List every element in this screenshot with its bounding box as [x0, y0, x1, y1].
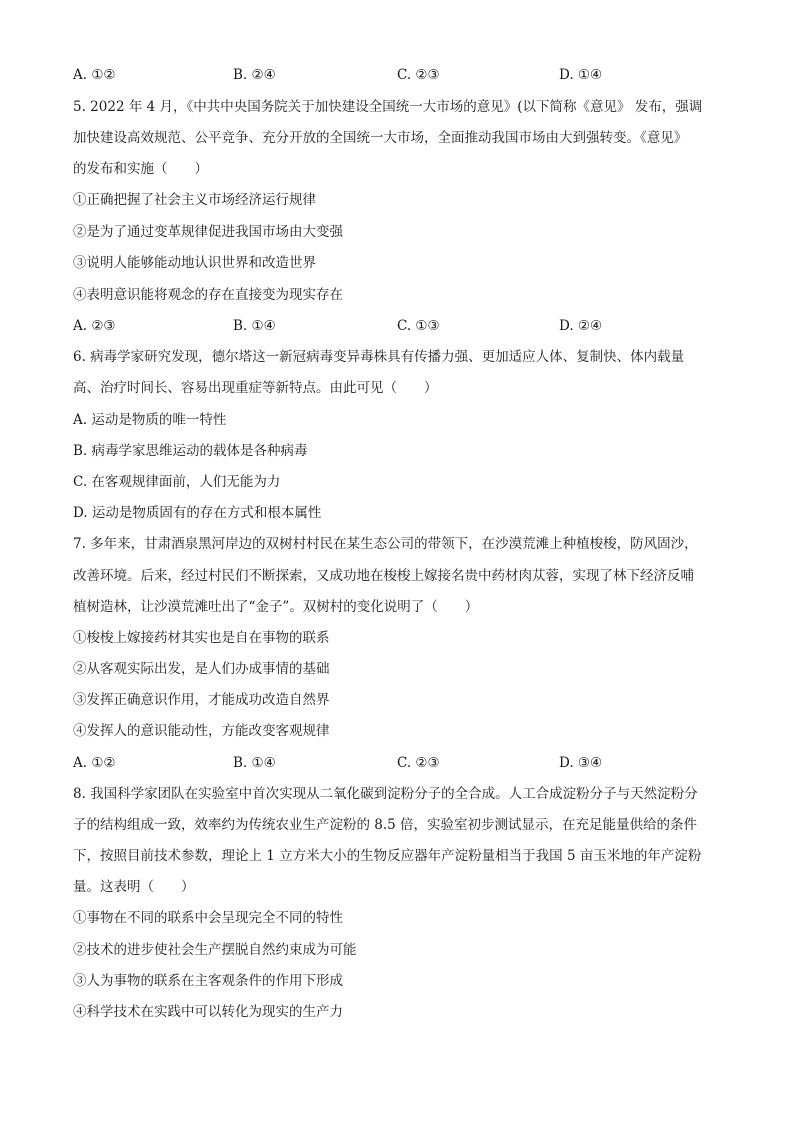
q6-option-d: D. 运动是物质固有的存在方式和根本属性 [73, 505, 322, 521]
q6-stem-line-1: 6. 病毒学家研究发现，德尔塔这一新冠病毒变异毒株具有传播力强、更加适应人体、复制快、体内载量 [73, 349, 685, 365]
q5-stem-line-3: 的发布和实施（ ） [73, 161, 208, 177]
q7-stem-line-2: 改善环境。后来，经过村民们不断探索，又成功地在梭梭上嫁接名贵中药材肉苁蓉，实现了林下经济反哺 [73, 568, 694, 584]
q5-options [73, 316, 733, 336]
q5-option-a: A. ②③ [73, 318, 116, 334]
q5-statement-2: ②是为了通过变革规律促进我国市场由大变强 [73, 224, 343, 240]
q5-option-d: D. ②④ [559, 318, 603, 334]
q6-option-c: C. 在客观规律面前，人们无能为力 [73, 474, 281, 490]
q8-statement-1: ①事物在不同的联系中会呈现完全不同的特性 [73, 910, 343, 926]
q7-option-c: C. ②③ [397, 755, 440, 771]
q5-statement-4: ④表明意识能将观念的存在直接变为现实存在 [73, 287, 343, 303]
q5-stem-line-2: 加快建设高效规范、公平竞争、充分开放的全国统一大市场，全面推动我国市场由大到强转变。《意见》 [73, 130, 688, 146]
q7-stem-line-1: 7. 多年来，甘肃酒泉黑河岸边的双树村村民在某生态公司的带领下，在沙漠荒滩上种植梭梭，防风固沙， [73, 536, 698, 552]
q4-option-b: B. ②④ [233, 67, 276, 83]
q8-stem-line-1: 8. 我国科学家团队在实验室中首次实现从二氧化碳到淀粉分子的全合成。人工合成淀粉分子与天然淀粉分 [73, 786, 698, 802]
q8-statement-4: ④科学技术在实践中可以转化为现实的生产力 [73, 1004, 343, 1020]
q6-option-b: B. 病毒学家思维运动的载体是各种病毒 [73, 443, 308, 459]
q5-statement-1: ①正确把握了社会主义市场经济运行规律 [73, 192, 316, 208]
q7-statement-4: ④发挥人的意识能动性，方能改变客观规律 [73, 723, 330, 739]
q7-option-a: A. ①② [73, 755, 116, 771]
q8-stem-line-4: 量。这表明（ ） [73, 879, 195, 895]
q8-stem-line-2: 子的结构组成一致，效率约为传统农业生产淀粉的 8.5 倍，实验室初步测试显示，在充足能量供给的条件 [73, 817, 698, 833]
q6-stem-line-2: 高、治疗时间长、容易出现重症等新特点。由此可见（ ） [73, 380, 438, 396]
q4-option-d: D. ①④ [559, 67, 603, 83]
q7-stem-line-3: 植树造林，让沙漠荒滩吐出了“金子”。双树村的变化说明了（ ） [73, 599, 479, 615]
q6-option-a: A. 运动是物质的唯一特性 [73, 412, 227, 428]
q7-statement-3: ③发挥正确意识作用，才能成功改造自然界 [73, 692, 330, 708]
q8-statement-2: ②技术的进步使社会生产摆脱自然约束成为可能 [73, 942, 357, 958]
q8-statement-3: ③人为事物的联系在主客观条件的作用下形成 [73, 973, 343, 989]
q5-stem-line-1: 5. 2022 年 4 月，《中共中央国务院关于加快建设全国统一大市场的意见》(以下简称《意见》 发布，强调 [73, 99, 703, 115]
q7-option-d: D. ③④ [559, 755, 603, 771]
q7-option-b: B. ①④ [233, 755, 276, 771]
q5-option-b: B. ①④ [233, 318, 276, 334]
q4-option-c: C. ②③ [397, 67, 440, 83]
q7-options [73, 753, 733, 773]
q4-option-a: A. ①② [73, 67, 116, 83]
q7-statement-1: ①梭梭上嫁接药材其实也是自在事物的联系 [73, 630, 330, 646]
q5-option-c: C. ①③ [397, 318, 440, 334]
q5-statement-3: ③说明人能够能动地认识世界和改造世界 [73, 255, 316, 271]
q4-options [73, 65, 733, 85]
q7-statement-2: ②从客观实际出发，是人们办成事情的基础 [73, 661, 330, 677]
q8-stem-line-3: 下，按照目前技术参数，理论上 1 立方米大小的生物反应器年产淀粉量相当于我国 5 亩玉米地的年产淀粉 [73, 848, 702, 864]
